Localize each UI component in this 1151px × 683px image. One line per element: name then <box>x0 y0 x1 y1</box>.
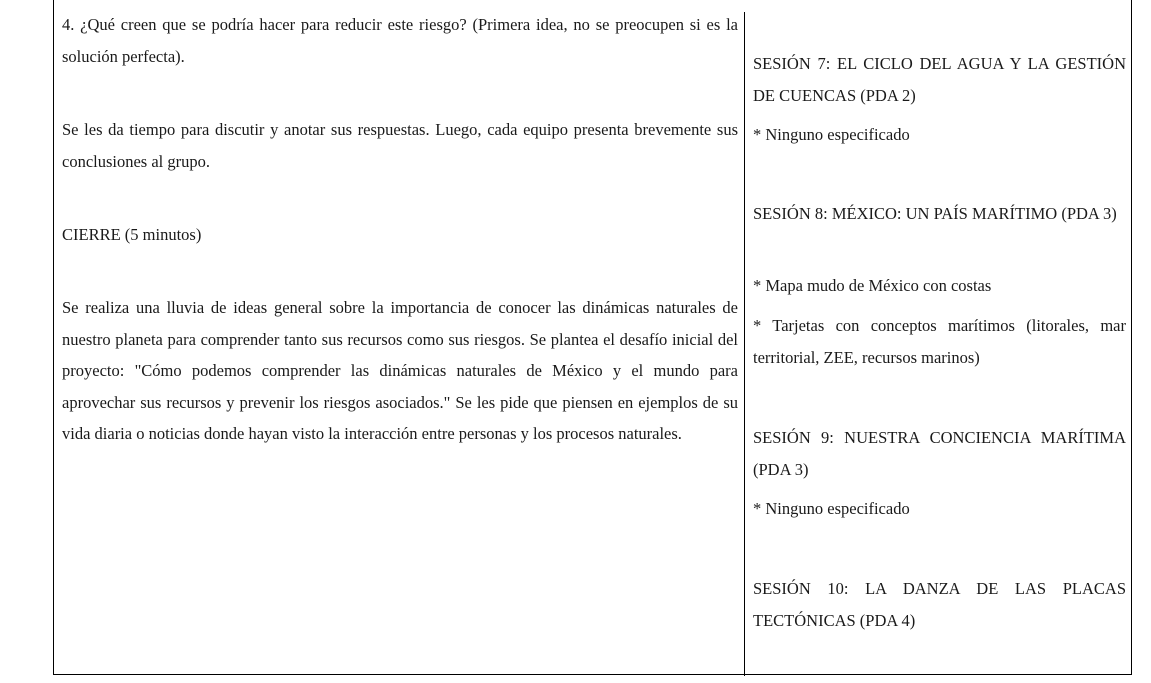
session-9-title: SESIÓN 9: NUESTRA CONCIENCIA MARÍTIMA (PDA 3) <box>753 428 1126 479</box>
session-7-title: SESIÓN 7: EL CICLO DEL AGUA Y LA GESTIÓN DE CUENCAS (PDA 2) <box>753 54 1126 105</box>
closing-heading: CIERRE (5 minutos) <box>62 225 202 244</box>
column-divider <box>744 12 745 676</box>
session-10-title: SESIÓN 10: LA DANZA DE LAS PLACAS TECTÓNICAS (PDA 4) <box>753 579 1126 630</box>
session-7-material: * Ninguno especificado <box>753 125 910 144</box>
discussion-text: Se les da tiempo para discutir y anotar sus respuestas. Luego, cada equipo presenta brevemente sus conclusiones al grupo. <box>62 120 738 171</box>
session-8-material-2: * Tarjetas con conceptos marítimos (litorales, mar territorial, ZEE, recursos marinos) <box>753 316 1126 367</box>
question-4-text: 4. ¿Qué creen que se podría hacer para reducir este riesgo? (Primera idea, no se preocupen si es la solución perfecta). <box>62 15 738 66</box>
session-8-material-1: * Mapa mudo de México con costas <box>753 276 992 295</box>
closing-text: Se realiza una lluvia de ideas general sobre la importancia de conocer las dinámicas naturales de nuestro planeta para comprender tanto sus recursos como sus riesgos. Se plantea el desafío inicial del proyecto: "Cómo podemos comprender las dinámicas naturales de México y el mundo para aprovechar sus recursos y prevenir los riesgos asociados." Se les pide que piensen en ejemplos de su vida diaria o noticias donde hayan visto la interacción entre personas y los procesos naturales. <box>62 298 738 443</box>
session-9-material: * Ninguno especificado <box>753 499 910 518</box>
session-8-title: SESIÓN 8: MÉXICO: UN PAÍS MARÍTIMO (PDA 3) <box>753 204 1117 223</box>
